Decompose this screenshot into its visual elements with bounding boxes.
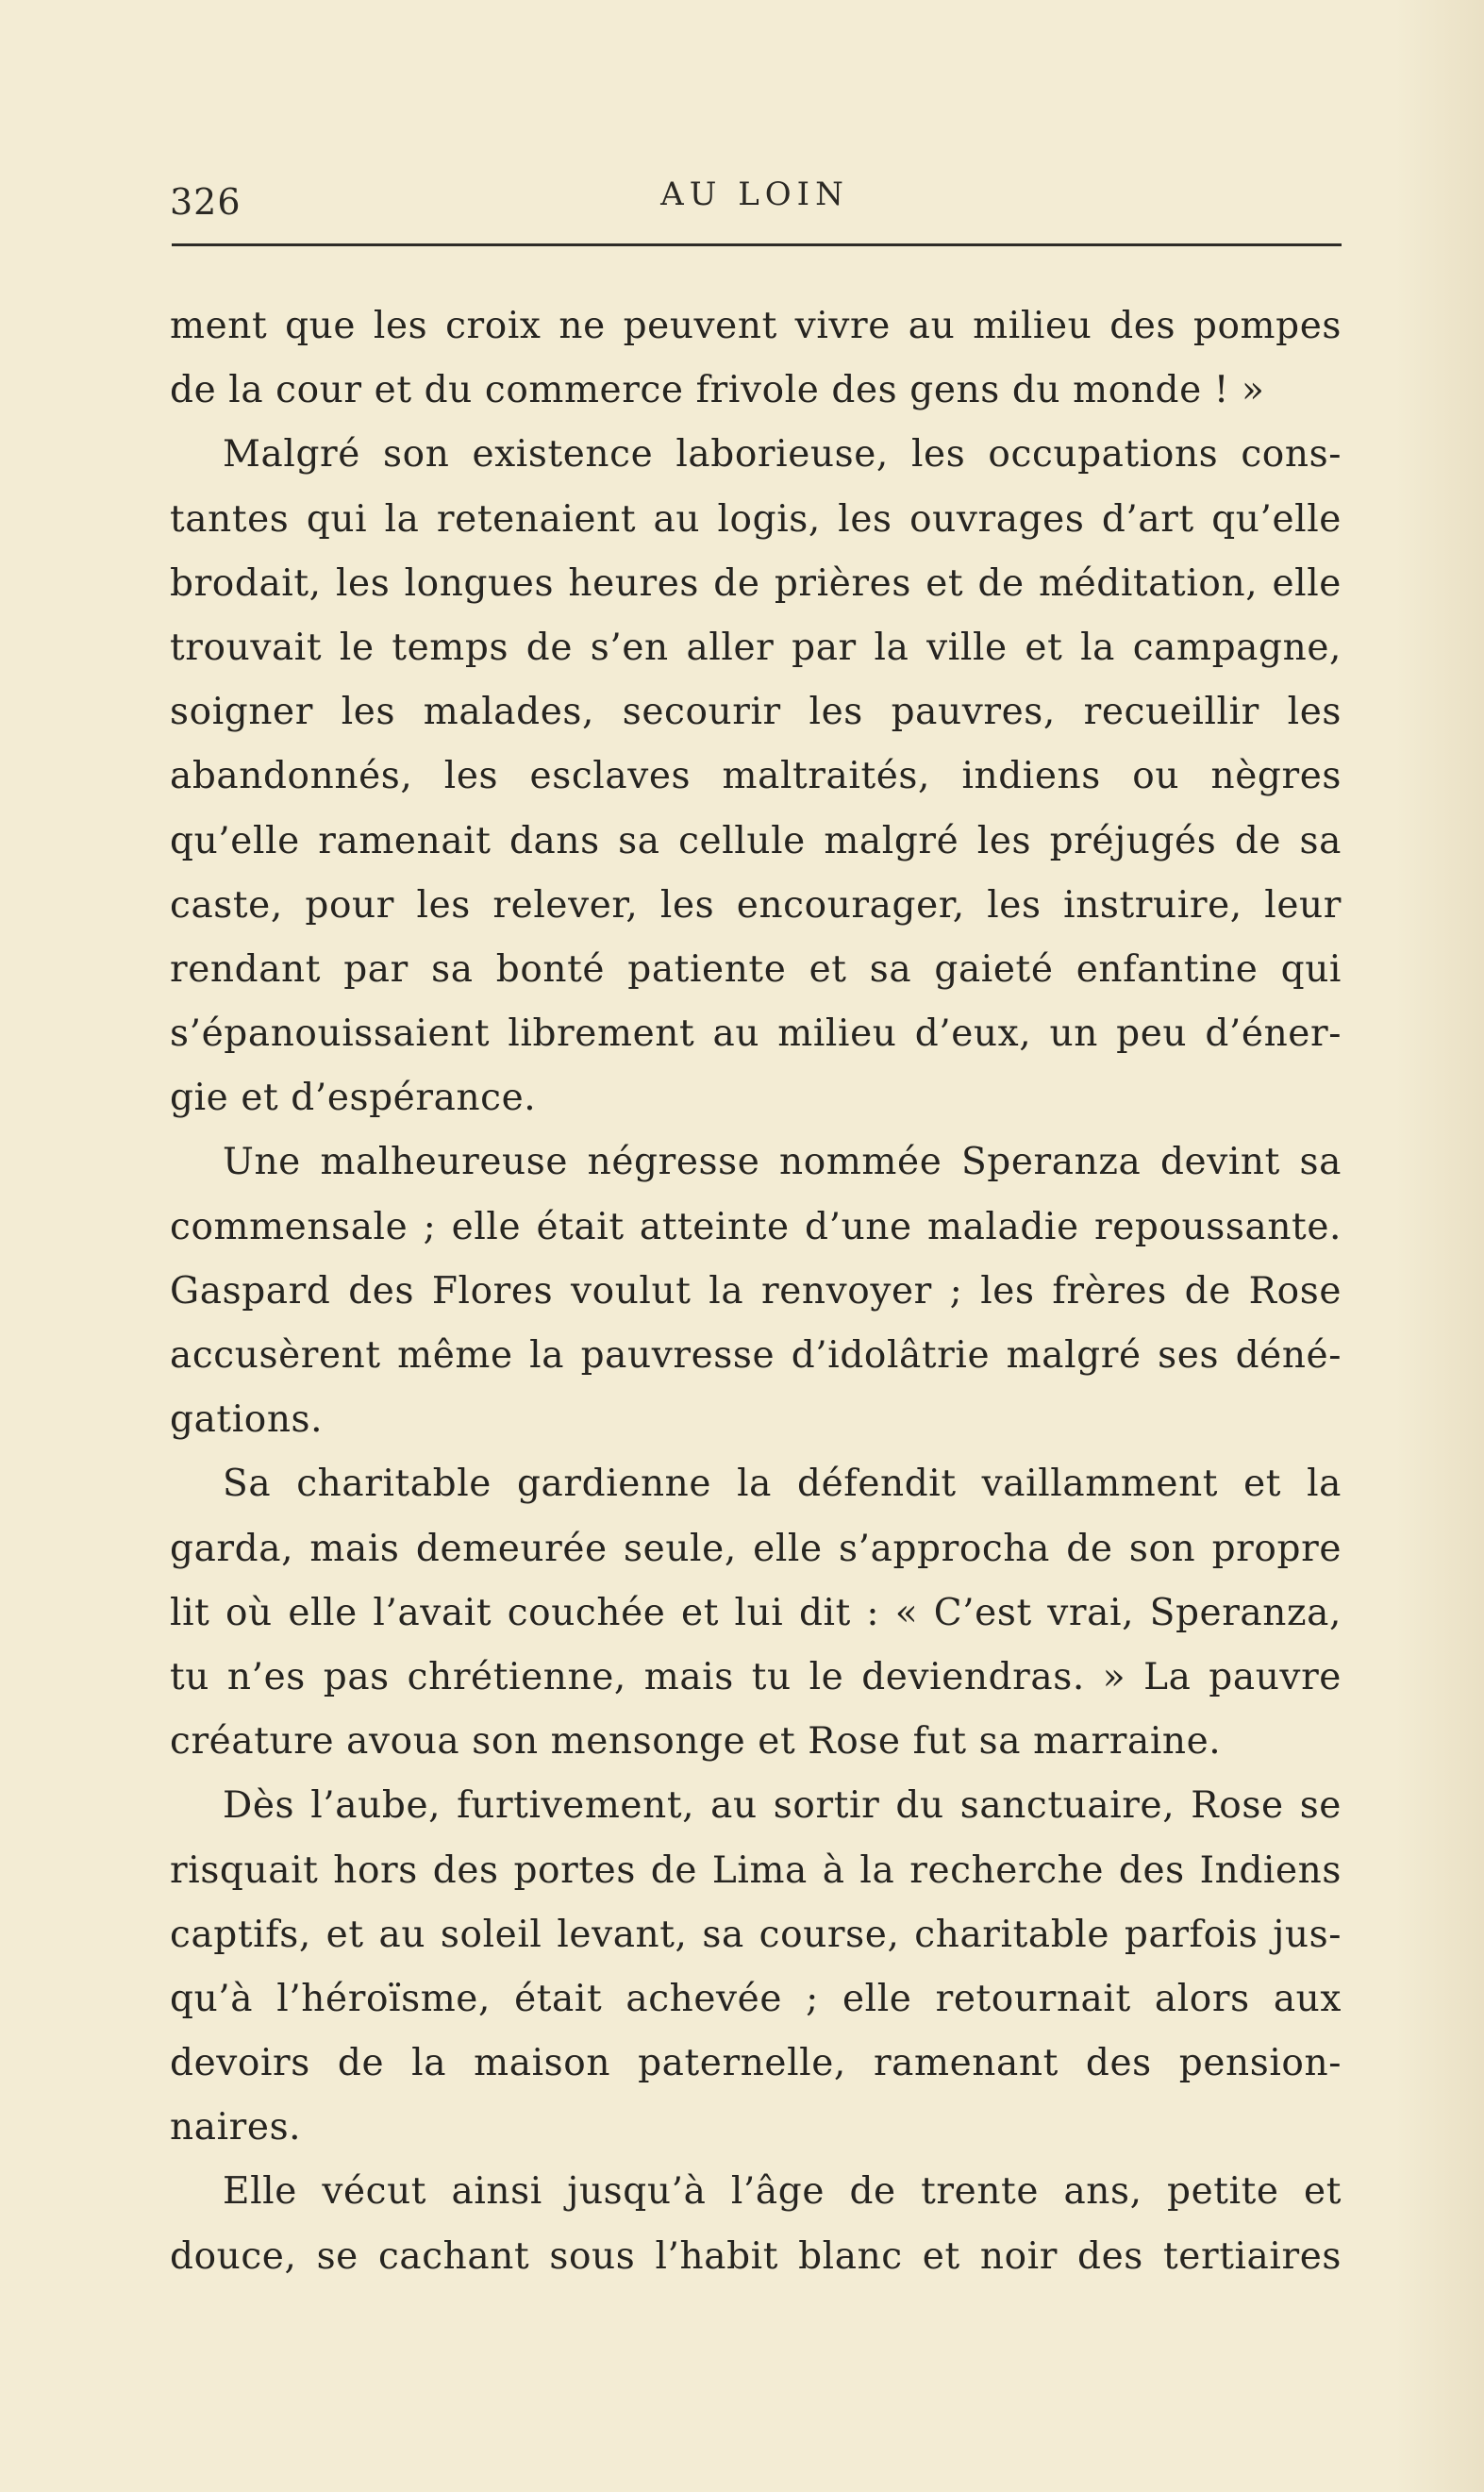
text-line: de la cour et du commerce frivole des gens du monde ! » [170,369,1265,412]
page-number: 326 [170,181,242,223]
text-line: Malgré son existence laborieuse, les occupations cons- [223,433,1342,477]
text-line: gie et d’espérance. [170,1077,537,1120]
body-text [170,294,1342,2289]
text-line: qu’elle ramenait dans sa cellule malgré les préjugés de sa [170,819,1342,862]
text-line: trouvait le temps de s’en aller par la ville et la campagne, [170,626,1342,669]
text-line: Gaspard des Flores voulut la renvoyer ; les frères de Rose [170,1269,1342,1313]
text-line: s’épanouissaient librement au milieu d’eux, un peu d’éner- [170,1012,1342,1056]
text-line: devoirs de la maison paternelle, ramenant des pension- [170,2042,1342,2085]
text-line: brodait, les longues heures de prières et de méditation, elle [170,561,1342,605]
text-line: qu’à l’héroïsme, était achevée ; elle retournait alors aux [170,1977,1342,2020]
text-line: accusèrent même la pauvresse d’idolâtrie malgré ses déné- [170,1334,1342,1377]
text-line: Dès l’aube, furtivement, au sortir du sanctuaire, Rose se [223,1784,1342,1828]
text-line: captifs, et au soleil levant, sa course, charitable parfois jus- [170,1913,1342,1956]
running-title: AU LOIN [660,176,849,213]
text-line: risquait hors des portes de Lima à la recherche des Indiens [170,1848,1342,1892]
text-line: Elle vécut ainsi jusqu’à l’âge de trente ans, petite et [223,2170,1342,2214]
text-line: commensale ; elle était atteinte d’une maladie repoussante. [170,1205,1342,1248]
text-line: gations. [170,1398,324,1442]
header-rule [172,243,1342,246]
text-line: naires. [170,2106,302,2149]
text-line: ment que les croix ne peuvent vivre au milieu des pompes [170,305,1342,347]
text-line: soigner les malades, secourir les pauvres, recueillir les [170,691,1342,734]
text-line: créature avoua son mensonge et Rose fut sa marraine. [170,1720,1222,1764]
text-line: caste, pour les relever, les encourager, les instruire, leur [170,883,1342,927]
text-line: Sa charitable gardienne la défendit vaillamment et la [223,1463,1342,1506]
text-line: lit où elle l’avait couchée et lui dit : « C’est vrai, Speranza, [170,1591,1342,1634]
text-line: Une malheureuse négresse nommée Speranza devint sa [223,1141,1342,1184]
text-line: douce, se cachant sous l’habit blanc et noir des tertiaires [170,2234,1342,2278]
running-head [170,176,1340,223]
text-line: rendant par sa bonté patiente et sa gaieté enfantine qui [170,947,1342,991]
text-line: tantes qui la retenaient au logis, les ouvrages d’art qu’elle [170,497,1342,541]
text-line: garda, mais demeurée seule, elle s’approcha de son propre [170,1527,1342,1570]
text-line: tu n’es pas chrétienne, mais tu le deviendras. » La pauvre [170,1655,1342,1698]
text-line: abandonnés, les esclaves maltraités, indiens ou nègres [170,755,1342,798]
